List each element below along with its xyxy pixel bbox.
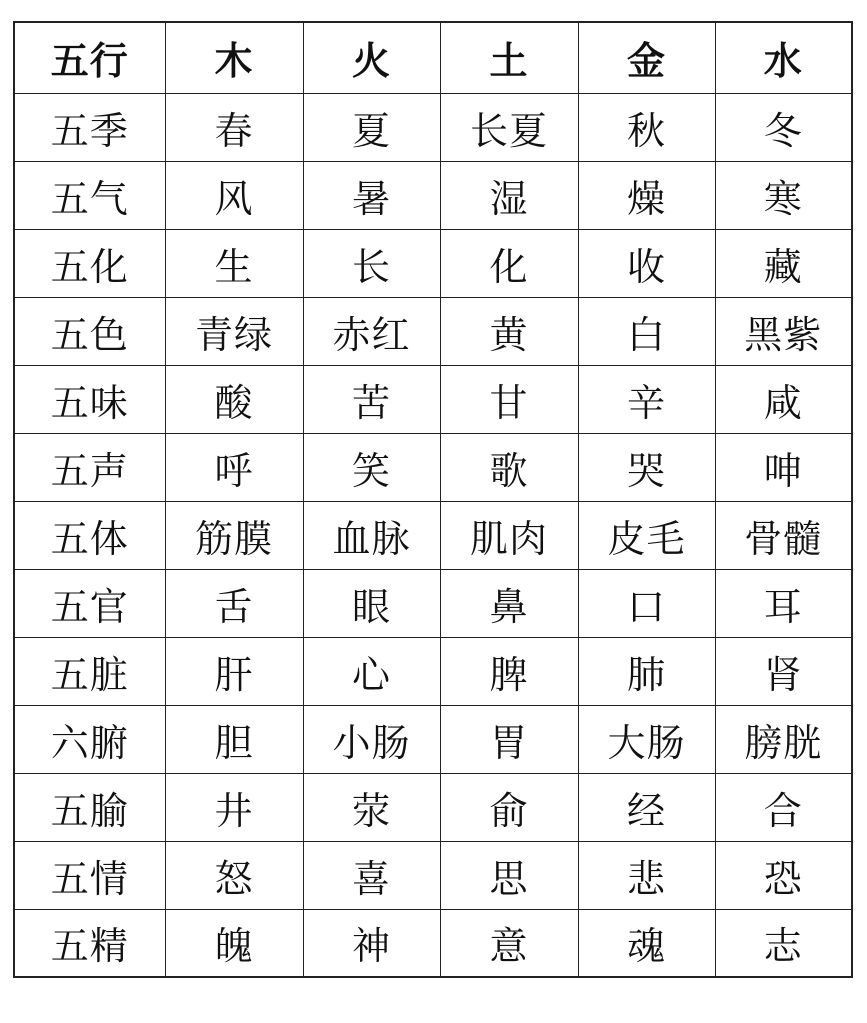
table-cell: 口 [578, 569, 715, 637]
table-cell: 酸 [165, 365, 303, 433]
table-cell: 春 [165, 93, 303, 161]
table-cell: 肝 [165, 637, 303, 705]
header-cell-element: 木 [165, 22, 303, 93]
table-row [14, 773, 852, 841]
table-cell: 膀胱 [715, 705, 852, 773]
table-cell: 思 [440, 841, 578, 909]
table-row [14, 161, 852, 229]
table-cell: 化 [440, 229, 578, 297]
table-cell: 鼻 [440, 569, 578, 637]
table-cell: 心 [303, 637, 440, 705]
table-cell: 井 [165, 773, 303, 841]
table-cell: 经 [578, 773, 715, 841]
table-cell: 燥 [578, 161, 715, 229]
table-cell: 怒 [165, 841, 303, 909]
table-cell: 呼 [165, 433, 303, 501]
table-cell: 神 [303, 909, 440, 977]
row-label-cell: 五化 [14, 229, 165, 297]
table-cell: 收 [578, 229, 715, 297]
header-cell-category: 五行 [14, 22, 165, 93]
table-cell: 呻 [715, 433, 852, 501]
table-cell: 胃 [440, 705, 578, 773]
table-cell: 秋 [578, 93, 715, 161]
table-body [14, 93, 852, 977]
table-cell: 魄 [165, 909, 303, 977]
table-row [14, 93, 852, 161]
table-cell: 湿 [440, 161, 578, 229]
table-cell: 皮毛 [578, 501, 715, 569]
table-cell: 恐 [715, 841, 852, 909]
table-cell: 合 [715, 773, 852, 841]
table-cell: 魂 [578, 909, 715, 977]
table-cell: 藏 [715, 229, 852, 297]
table-cell: 歌 [440, 433, 578, 501]
table-cell: 白 [578, 297, 715, 365]
header-cell-element: 土 [440, 22, 578, 93]
table-cell: 志 [715, 909, 852, 977]
table-cell: 夏 [303, 93, 440, 161]
table-cell: 甘 [440, 365, 578, 433]
table-cell: 寒 [715, 161, 852, 229]
header-cell-element: 火 [303, 22, 440, 93]
header-cell-element: 水 [715, 22, 852, 93]
row-label-cell: 五色 [14, 297, 165, 365]
table-cell: 意 [440, 909, 578, 977]
table-cell: 俞 [440, 773, 578, 841]
row-label-cell: 五精 [14, 909, 165, 977]
table-cell: 黄 [440, 297, 578, 365]
table-cell: 咸 [715, 365, 852, 433]
wuxing-correspondence-table [13, 21, 853, 978]
header-cell-element: 金 [578, 22, 715, 93]
table-cell: 荥 [303, 773, 440, 841]
row-label-cell: 五腧 [14, 773, 165, 841]
table-cell: 暑 [303, 161, 440, 229]
table-cell: 辛 [578, 365, 715, 433]
table-row [14, 569, 852, 637]
table-cell: 赤红 [303, 297, 440, 365]
table-cell: 脾 [440, 637, 578, 705]
table-row [14, 841, 852, 909]
table-row [14, 297, 852, 365]
table-row [14, 433, 852, 501]
table-cell: 肾 [715, 637, 852, 705]
table-row [14, 637, 852, 705]
table-cell: 大肠 [578, 705, 715, 773]
row-label-cell: 五声 [14, 433, 165, 501]
table-cell: 生 [165, 229, 303, 297]
table-cell: 肺 [578, 637, 715, 705]
table-cell: 眼 [303, 569, 440, 637]
table-cell: 青绿 [165, 297, 303, 365]
row-label-cell: 五脏 [14, 637, 165, 705]
table-row [14, 705, 852, 773]
table-cell: 长夏 [440, 93, 578, 161]
table-row [14, 501, 852, 569]
table-cell: 小肠 [303, 705, 440, 773]
table-row [14, 909, 852, 977]
table-cell: 胆 [165, 705, 303, 773]
table-cell: 舌 [165, 569, 303, 637]
row-label-cell: 五官 [14, 569, 165, 637]
table-cell: 冬 [715, 93, 852, 161]
table-cell: 长 [303, 229, 440, 297]
row-label-cell: 五情 [14, 841, 165, 909]
table-cell: 悲 [578, 841, 715, 909]
row-label-cell: 五味 [14, 365, 165, 433]
row-label-cell: 五气 [14, 161, 165, 229]
table-cell: 血脉 [303, 501, 440, 569]
table-cell: 苦 [303, 365, 440, 433]
row-label-cell: 六腑 [14, 705, 165, 773]
table-cell: 风 [165, 161, 303, 229]
table-cell: 哭 [578, 433, 715, 501]
table-cell: 骨髓 [715, 501, 852, 569]
table-cell: 耳 [715, 569, 852, 637]
row-label-cell: 五体 [14, 501, 165, 569]
table-cell: 筋膜 [165, 501, 303, 569]
row-label-cell: 五季 [14, 93, 165, 161]
table-row [14, 365, 852, 433]
table-header [14, 22, 852, 93]
table-cell: 喜 [303, 841, 440, 909]
table-cell: 肌肉 [440, 501, 578, 569]
table-cell: 黑紫 [715, 297, 852, 365]
table-cell: 笑 [303, 433, 440, 501]
table-row [14, 229, 852, 297]
header-row [14, 22, 852, 93]
